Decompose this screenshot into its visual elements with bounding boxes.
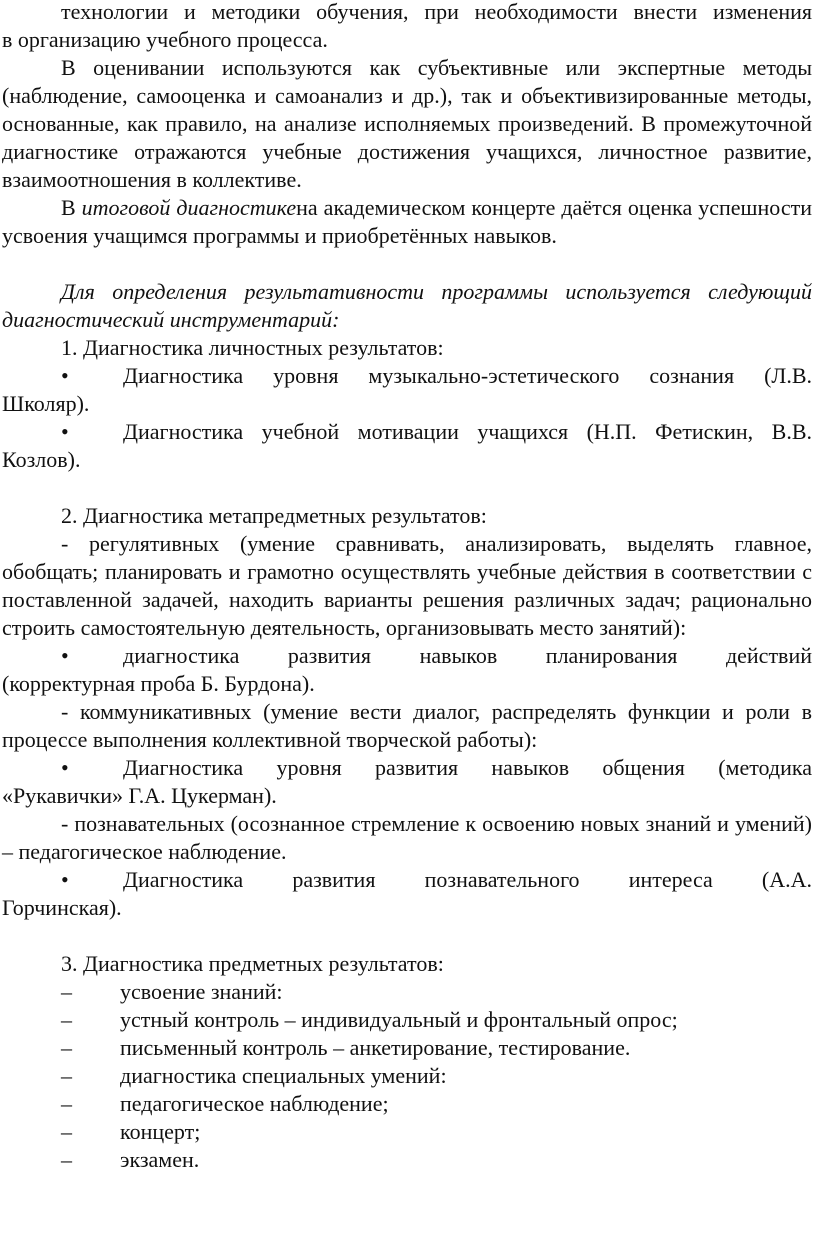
dash-mark: –	[61, 1063, 72, 1088]
list-item	[2, 1062, 812, 1090]
regulatory-paragraph: - регулятивных (умение сравнивать, анализировать, выделять главное, обобщать; планировать и грамотно осуществлять учебные действия в соответствии с поставленной задачей, находить варианты решения различных задач; рационально строить самостоятельную деятельность, организовывать место занятий):	[2, 531, 812, 640]
bullet-mark: •	[61, 419, 69, 444]
spacer	[2, 474, 812, 502]
communicative-paragraph: - коммуникативных (умение вести диалог, распределять функции и роли в процессе выполнения коллективной творческой работы):	[2, 699, 812, 752]
list-item	[2, 1090, 812, 1118]
bullet-mark: •	[61, 867, 69, 892]
final-diag-rest: на академическом концерте даётся оценка успешности усвоения учащимся программы и приобретённых навыков.	[2, 195, 812, 248]
dash-mark: –	[61, 1119, 72, 1144]
section3-list	[2, 978, 812, 1174]
dash-mark: –	[61, 1091, 72, 1116]
list-item	[2, 1118, 812, 1146]
list-item	[2, 1006, 812, 1034]
list-item-text: устный контроль – индивидуальный и фронтальный опрос;	[120, 1007, 678, 1032]
list-item	[2, 1034, 812, 1062]
bullet-mark: •	[61, 363, 69, 388]
final-diag-italic: итоговой диагностике	[81, 195, 297, 220]
section2-heading: 2. Диагностика метапредметных результатов:	[61, 503, 487, 528]
bullet-continuation: «Рукавички» Г.А. Цукерман).	[2, 783, 277, 808]
evaluation-paragraph: В оценивании используются как субъективные или экспертные методы (наблюдение, самооценка и самоанализ и др.), так и объективизированные методы, основанные, как правило, на анализе исполняемых произведений. В промежуточной диагностике отражаются учебные достижения учащихся, личностное развитие, взаимоотношения в коллективе.	[2, 55, 812, 192]
section1-item-1	[2, 362, 812, 418]
list-item-text: письменный контроль – анкетирование, тестирование.	[120, 1035, 631, 1060]
bullet-text: диагностика развития навыков планирования действий	[123, 643, 812, 668]
bullet-text: Диагностика развития познавательного интереса (А.А.	[123, 867, 812, 892]
list-item	[2, 978, 812, 1006]
list-item	[2, 1146, 812, 1174]
instrument-intro	[2, 278, 812, 334]
bullet-continuation: Горчинская).	[2, 895, 122, 920]
final-diagnostics-paragraph	[2, 194, 812, 250]
regulatory-item	[2, 642, 812, 698]
bullet-mark: •	[61, 643, 69, 668]
dash-mark: –	[61, 1147, 72, 1172]
communicative-item	[2, 754, 812, 810]
bullet-continuation: Козлов).	[2, 447, 81, 472]
list-item-text: диагностика специальных умений:	[120, 1063, 447, 1088]
final-diag-prefix: В	[61, 195, 82, 220]
dash-mark: –	[61, 979, 72, 1004]
cognitive-item	[2, 866, 812, 922]
section1-heading: 1. Диагностика личностных результатов:	[61, 335, 444, 360]
spacer	[2, 922, 812, 950]
list-item-text: экзамен.	[120, 1147, 200, 1172]
bullet-text: Диагностика уровня музыкально-эстетического сознания (Л.В.	[123, 363, 812, 388]
spacer	[2, 250, 812, 278]
cognitive-paragraph: - познавательных (осознанное стремление к освоению новых знаний и умений) – педагогическое наблюдение.	[2, 811, 812, 864]
bullet-continuation: Школяр).	[2, 391, 90, 416]
list-item-text: усвоение знаний:	[120, 979, 283, 1004]
intro-line-1: технологии и методики обучения, при необходимости внести изменения	[61, 0, 812, 24]
section1-item-2	[2, 418, 812, 474]
instrument-intro-text: Для определения результативности программы используется следующий диагностический инструментарий:	[2, 279, 812, 332]
dash-mark: –	[61, 1035, 72, 1060]
bullet-text: Диагностика уровня развития навыков общения (методика	[123, 755, 812, 780]
bullet-continuation: (корректурная проба Б. Бурдона).	[2, 671, 315, 696]
bullet-text: Диагностика учебной мотивации учащихся (Н.П. Фетискин, В.В.	[123, 419, 812, 444]
list-item-text: педагогическое наблюдение;	[120, 1091, 389, 1116]
section3-heading: 3. Диагностика предметных результатов:	[61, 951, 444, 976]
list-item-text: концерт;	[120, 1119, 201, 1144]
intro-line-2: в организацию учебного процесса.	[2, 27, 328, 52]
dash-mark: –	[61, 1007, 72, 1032]
bullet-mark: •	[61, 755, 69, 780]
